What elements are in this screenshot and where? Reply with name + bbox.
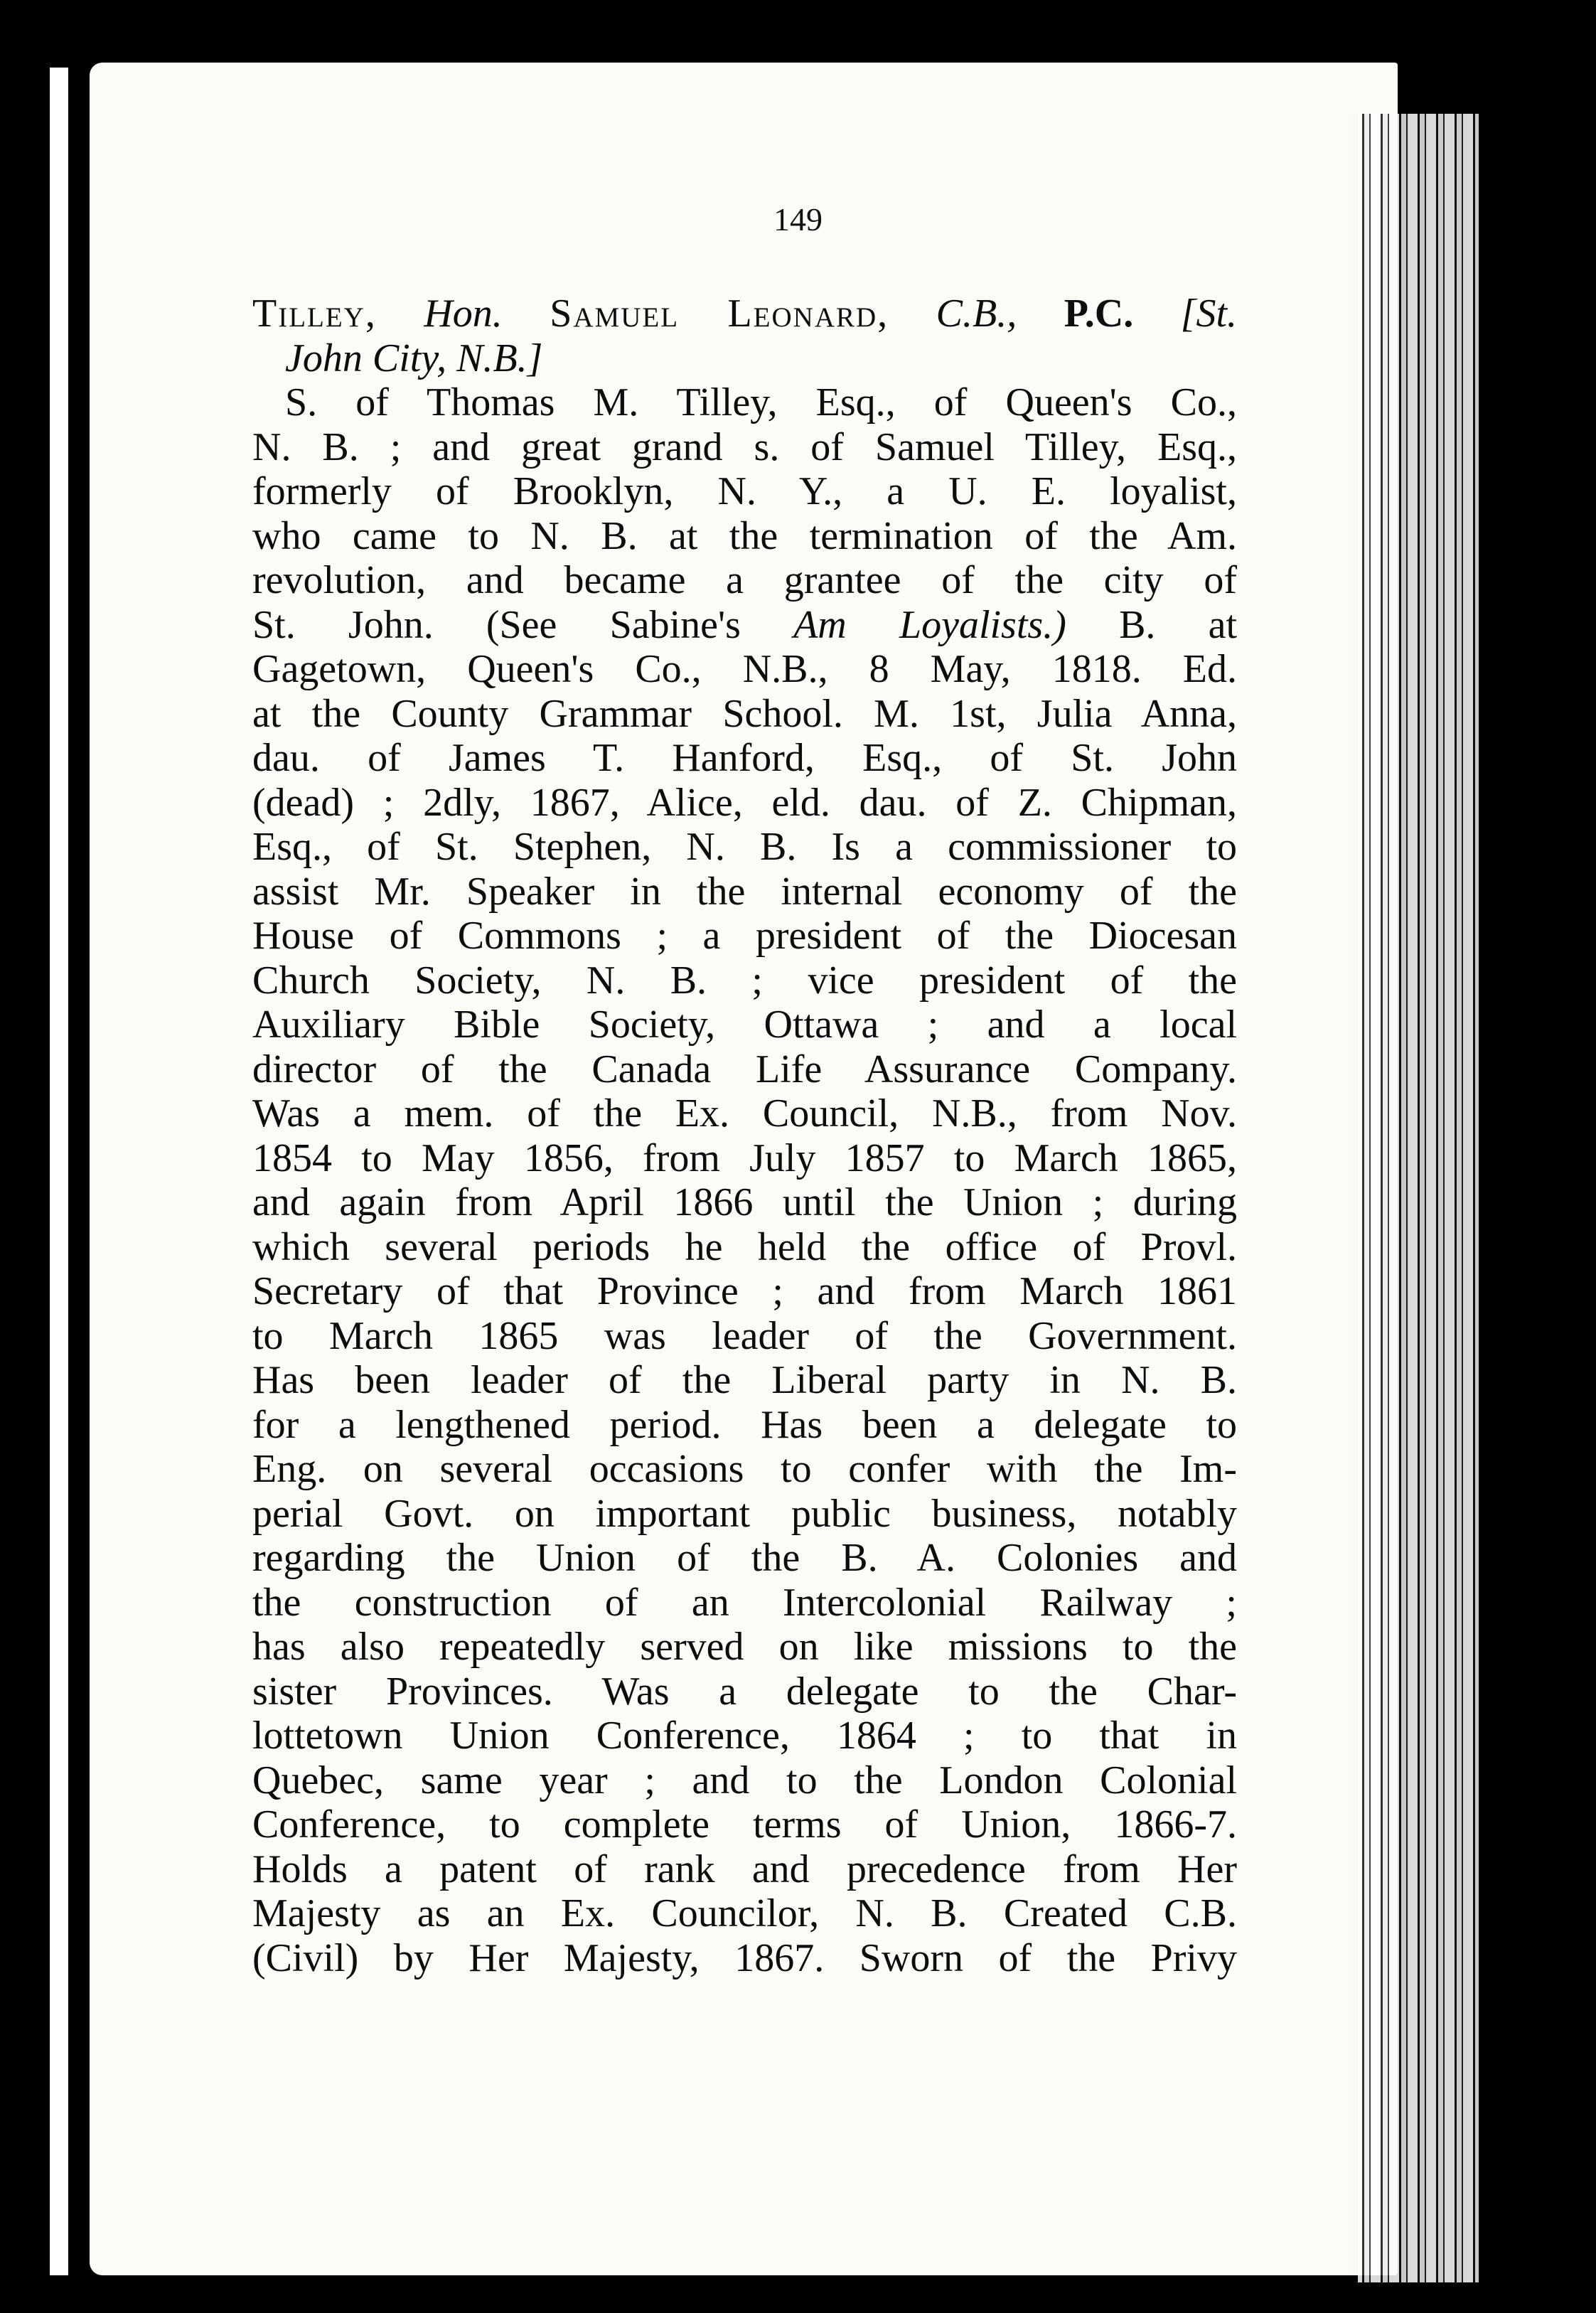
text-line: (dead) ; 2dly, 1867, Alice, eld. dau. of Z. Chipman, <box>252 780 1237 825</box>
text-line: 1854 to May 1856, from July 1857 to March 1865, <box>252 1136 1237 1180</box>
text-line: the construction of an Intercolonial Railway ; <box>252 1580 1237 1625</box>
text-line: assist Mr. Speaker in the internal economy of the <box>252 869 1237 914</box>
text-line: House of Commons ; a president of the Diocesan <box>252 914 1237 958</box>
entry-given-names: Samuel Leonard, <box>550 292 889 336</box>
text-line: which several periods he held the office of Provl. <box>252 1224 1237 1269</box>
text-line: dau. of James T. Hanford, Esq., of St. John <box>252 736 1237 780</box>
text-line: Holds a patent of rank and precedence from Her <box>252 1847 1237 1891</box>
text-line: Auxiliary Bible Society, Ottawa ; and a local <box>252 1003 1237 1047</box>
entry-text <box>252 292 1237 1980</box>
text-line: Secretary of that Province ; and from March 1861 <box>252 1269 1237 1313</box>
entry-pc: P.C. <box>1064 292 1134 336</box>
page-number: 149 <box>773 201 823 237</box>
text-line: director of the Canada Life Assurance Company. <box>252 1047 1237 1091</box>
text-line: who came to N. B. at the termination of the Am. <box>252 513 1237 558</box>
text-line: at the County Grammar School. M. 1st, Julia Anna, <box>252 691 1237 736</box>
text-segment: B. at <box>1119 602 1238 647</box>
text-line: N. B. ; and great grand s. of Samuel Tilley, Esq., <box>252 424 1237 469</box>
text-line: regarding the Union of the B. A. Colonies and <box>252 1536 1237 1580</box>
text-line: to March 1865 was leader of the Government. <box>252 1313 1237 1358</box>
text-segment: St. John. (See Sabine's <box>252 602 741 647</box>
text-line: Church Society, N. B. ; vice president of the <box>252 958 1237 1003</box>
text-line: Gagetown, Queen's Co., N.B., 8 May, 1818. Ed. <box>252 647 1237 691</box>
text-line: Has been leader of the Liberal party in N. B. <box>252 1358 1237 1402</box>
binding-strip <box>50 68 68 2275</box>
text-line: sister Provinces. Was a delegate to the Char- <box>252 1669 1237 1714</box>
text-line: Esq., of St. Stephen, N. B. Is a commissioner to <box>252 825 1237 869</box>
entry-honours: C.B., <box>936 292 1017 336</box>
text-line: Quebec, same year ; and to the London Colonial <box>252 1758 1237 1802</box>
text-line: has also repeatedly served on like missions to the <box>252 1625 1237 1669</box>
text-line: Was a mem. of the Ex. Council, N.B., from Nov. <box>252 1091 1237 1136</box>
text-line: Conference, to complete terms of Union, 1866-7. <box>252 1802 1237 1847</box>
text-line: lottetown Union Conference, 1864 ; to that in <box>252 1714 1237 1758</box>
text-line-mixed <box>252 603 1237 648</box>
text-line: Eng. on several occasions to confer with the Im- <box>252 1447 1237 1491</box>
text-line: Majesty as an Ex. Councilor, N. B. Created C.B. <box>252 1891 1237 1935</box>
text-line: perial Govt. on important public business, notably <box>252 1491 1237 1536</box>
text-line: and again from April 1866 until the Union ; during <box>252 1180 1237 1224</box>
entry-honorific: Hon. <box>424 292 503 336</box>
text-line: formerly of Brooklyn, N. Y., a U. E. loyalist, <box>252 469 1237 513</box>
text-line: revolution, and became a grantee of the city of <box>252 558 1237 602</box>
text-line: for a lengthened period. Has been a delegate to <box>252 1402 1237 1447</box>
text-line: (Civil) by Her Majesty, 1867. Sworn of the Privy <box>252 1935 1237 1980</box>
text-line: S. of Thomas M. Tilley, Esq., of Queen's Co., <box>285 380 1237 424</box>
page-edge-texture <box>1358 114 1479 2282</box>
book-title: Am Loyalists.) <box>793 602 1066 647</box>
entry-location-open: [St. <box>1180 292 1238 336</box>
entry-surname: Tilley, <box>252 292 377 336</box>
entry-location: John City, N.B.] <box>285 336 543 380</box>
entry-heading <box>252 292 1237 336</box>
